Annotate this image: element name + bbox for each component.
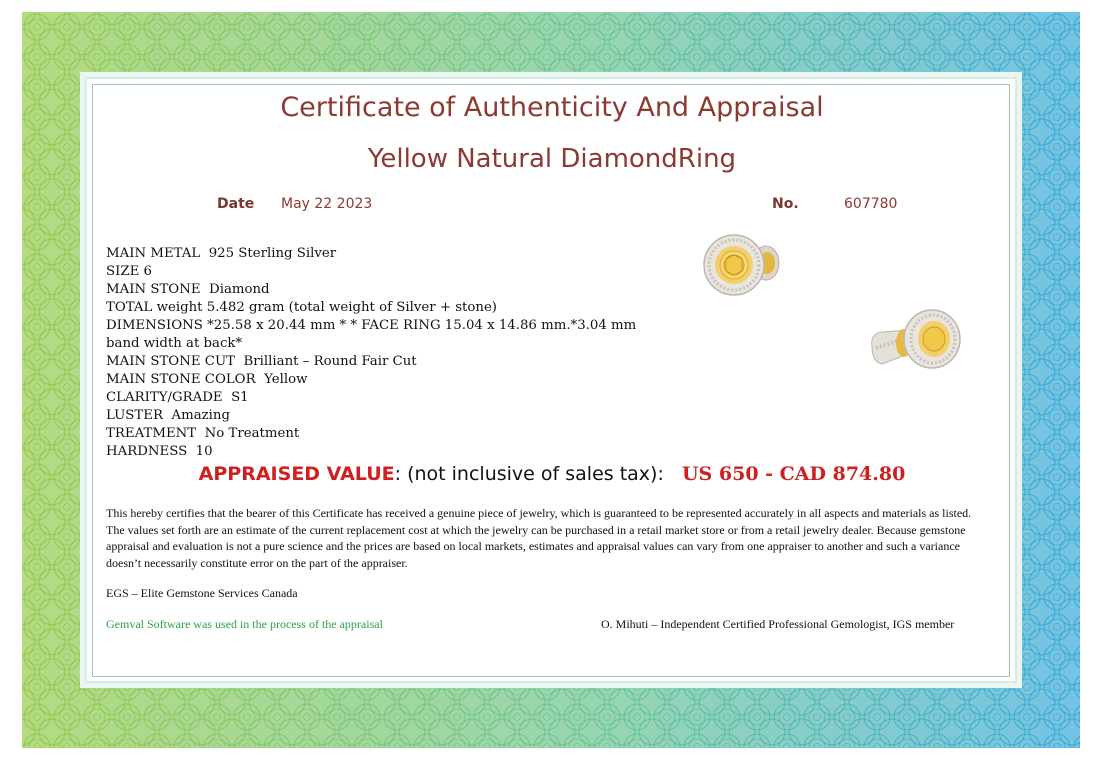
number-label: No.	[772, 196, 799, 212]
ring-photo-side	[868, 308, 968, 370]
spec-row: CLARITY/GRADE S1	[106, 390, 249, 405]
certificate-title: Certificate of Authenticity And Appraisal	[280, 92, 824, 123]
appraised-value	[0, 463, 1104, 485]
spec-row: TREATMENT No Treatment	[106, 426, 300, 441]
appraised-note: : (not inclusive of sales tax):	[394, 463, 664, 485]
certificate-subtitle: Yellow Natural DiamondRing	[367, 144, 737, 174]
egs-line: EGS – Elite Gemstone Services Canada	[106, 586, 298, 600]
appraised-label: APPRAISED VALUE	[198, 463, 395, 485]
spec-row: MAIN STONE CUT Brilliant – Round Fair Cut	[106, 354, 417, 369]
software-note: Gemval Software was used in the process of the appraisal	[106, 617, 383, 631]
number-value: 607780	[844, 196, 898, 212]
spec-row: LUSTER Amazing	[106, 408, 230, 423]
appraised-amount: US 650 - CAD 874.80	[681, 463, 906, 485]
spec-row: HARDNESS 10	[106, 444, 213, 459]
ring-photo-top	[696, 233, 784, 299]
spec-row: TOTAL weight 5.482 gram (total weight of Silver + stone)	[106, 300, 497, 315]
spec-row: MAIN STONE COLOR Yellow	[106, 372, 308, 387]
spec-row: MAIN STONE Diamond	[106, 282, 270, 297]
certification-statement: This hereby certifies that the bearer of this Certificate has received a genuine piece of jewelry, which is guaranteed to be represented accurately in all aspects and materials as listed. The values set forth are an estimate of the current replacement cost at which the jewelry can be purchased in a retail market store or from a retail jewelry dealer. Because gemstone appraisal and evaluation is not a pure science and the prices are based on local markets, estimates and appraisal values can vary from one appraiser to another and such a variance doesn’t necessarily constitute error on the part of the appraiser.	[106, 506, 972, 570]
spec-row: MAIN METAL 925 Sterling Silver	[106, 246, 337, 261]
gemologist-signature: O. Mihuti – Independent Certified Professional Gemologist, IGS member	[601, 617, 955, 631]
date-label: Date	[217, 196, 255, 212]
spec-row: SIZE 6	[106, 264, 153, 279]
date-value: May 22 2023	[281, 196, 373, 212]
spec-row: DIMENSIONS *25.58 x 20.44 mm * * FACE RING 15.04 x 14.86 mm.*3.04 mm band width at back*	[106, 318, 637, 351]
specs-list	[106, 245, 666, 461]
